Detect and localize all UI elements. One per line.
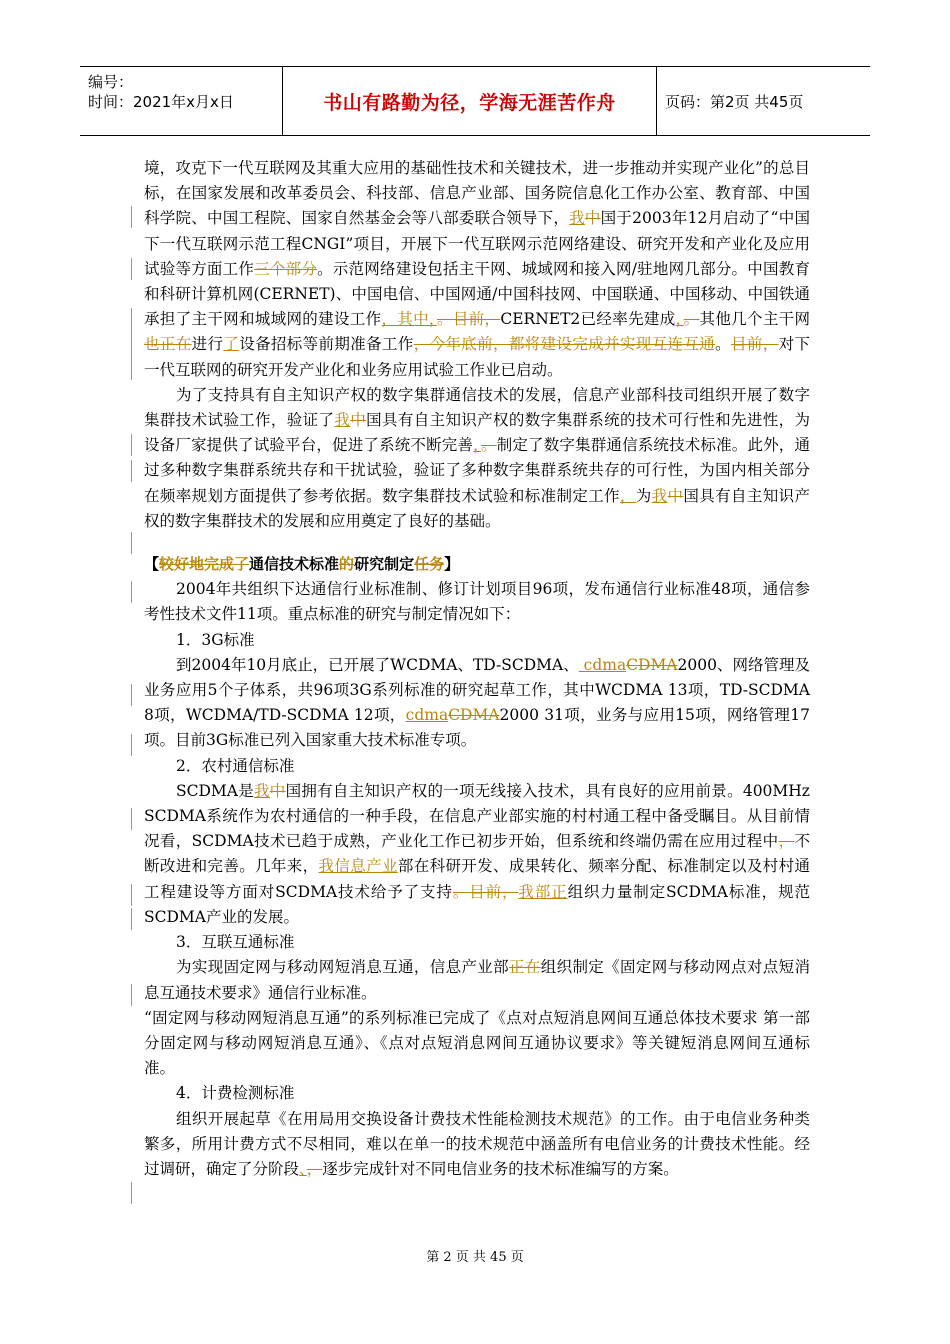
- change-bar: [131, 258, 132, 280]
- change-bar: [131, 908, 132, 930]
- header-meta-cell: [80, 67, 283, 135]
- item-interconnect-title: 3．互联互通标准: [176, 933, 295, 952]
- item-rural-title: 2．农村通信标准: [176, 756, 295, 775]
- item-interconnect-body-2: “固定网与移动网短消息互通”的系列标准已完成了《点对点短消息网间互通总体技术要求 第一部分固定网与移动网短消息互通》、《点对点短消息网间互通协议要求》等关键短消息网间互通标准。: [144, 1008, 810, 1078]
- time-label: 时间：2021年x月x日: [88, 93, 234, 111]
- change-bar: [131, 434, 132, 456]
- change-bar: [131, 532, 132, 554]
- change-bar: [131, 1182, 132, 1204]
- item-billing-title: 4．计费检测标准: [176, 1084, 295, 1103]
- change-bar: [131, 308, 132, 380]
- change-bar: [131, 884, 132, 906]
- change-bar: [131, 808, 132, 830]
- change-bar: [131, 206, 132, 228]
- item-billing-body: 组织开展起草《在用局用交换设备计费技术性能检测技术规范》的工作。由于电信业务种类繁多，所用计费方式不尽相同，难以在单一的技术规范中涵盖所有电信业务的计费技术性能。经过调研，确定了分阶段、，逐步完成针对不同电信业务的技术标准编写的方案。: [144, 1109, 810, 1178]
- page-header: [80, 66, 870, 136]
- change-bar: [131, 581, 132, 603]
- header-page-label: 页码：第2页 共45页: [665, 92, 804, 111]
- change-bar: [131, 684, 132, 706]
- page-footer: 第 2 页 共 45 页: [426, 1250, 524, 1265]
- paragraph-cngi: 境，攻克下一代互联网及其重大应用的基础性技术和关键技术，进一步推动并实现产业化”的总目标，在国家发展和改革委员会、科技部、信息产业部、国务院信息化工作办公室、教育部、中国科学院、中国工程院、国家自然基金会等八部委联合领导下，我中国于2003年12月启动了“中国下一代互联网示范工程CNGI”项目，开展下一代互联网示范网络建设、研究开发和产业化及应用试验等方面工作三个部分。示范网络建设包括主干网、城域网和接入网/驻地网几部分。中国教育和科研计算机网(CERNET)、中国电信、中国网通/中国科技网、中国联通、中国移动、中国铁通承担了主干网和城域网的建设工作，其中，。目前，CERNET2已经率先建成，。其他几个主干网也正在进行了设备招标等前期准备工作，今年底前，都将建设完成并实现互连互通。目前，对下一代互联网的研究开发产业化和业务应用试验工作业已启动。: [144, 159, 810, 379]
- item-interconnect-body: 为实现固定网与移动网短消息互通，信息产业部正在组织制定《固定网与移动网点对点短消息互通技术要求》通信行业标准。: [144, 958, 810, 1002]
- number-label: 编号：: [88, 73, 134, 91]
- paragraph-standards-summary: 2004年共组织下达通信行业标准制、修订计划项目96项，发布通信行业标准48项，通信参考性技术文件11项。重点标准的研究与制定情况如下：: [144, 580, 810, 624]
- section-heading: 【较好地完成了通信技术标准的研究制定任务】: [144, 555, 460, 574]
- item-3g-body: 到2004年10月底止，已开展了WCDMA、TD-SCDMA、 cdmaCDMA2000、网络管理及业务应用5个子体系，共96项3G系列标准的研究起草工作，其中WCDMA 13项，TD-SCDMA 8项，WCDMA/TD-SCDMA 12项，cdmaCDMA2000 31项，业务与应用15项，网络管理17项。目前3G标准已列入国家重大技术标准专项。: [144, 655, 810, 750]
- item-rural-body: SCDMA是我中国拥有自主知识产权的一项无线接入技术，具有良好的应用前景。400MHz SCDMA系统作为农村通信的一种手段，在信息产业部实施的村村通工程中备受瞩目。从目前情况看，SCDMA技术已趋于成熟，产业化工作已初步开始，但系统和终端仍需在应用过程中，不断改进和完善。几年来，我信息产业部在科研开发、成果转化、频率分配、标准制定以及村村通工程建设等方面对SCDMA技术给予了支持。目前，我部正组织力量制定SCDMA标准，规范SCDMA产业的发展。: [144, 781, 810, 926]
- item-3g-title: 1．3G标准: [176, 630, 255, 649]
- document-body: [144, 156, 810, 1182]
- paragraph-digital-trunking: 为了支持具有自主知识产权的数字集群通信技术的发展，信息产业部科技司组织开展了数字集群技术试验工作，验证了我中国具有自主知识产权的数字集群系统的技术可行性和先进性，为设备厂家提供了试验平台，促进了系统不断完善，。制定了数字集群通信系统技术标准。此外，通过多种数字集群系统共存和干扰试验，验证了多种数字集群系统共存的可行性，为国内相关部分在频率规划方面提供了参考依据。数字集群技术试验和标准制定工作，为我中国具有自主知识产权的数字集群技术的发展和应用奠定了良好的基础。: [144, 385, 810, 530]
- change-bar: [131, 460, 132, 482]
- change-bar: [131, 734, 132, 756]
- change-bar: [131, 984, 132, 1006]
- header-motto: 书山有路勤为径，学海无涯苦作舟: [283, 67, 657, 135]
